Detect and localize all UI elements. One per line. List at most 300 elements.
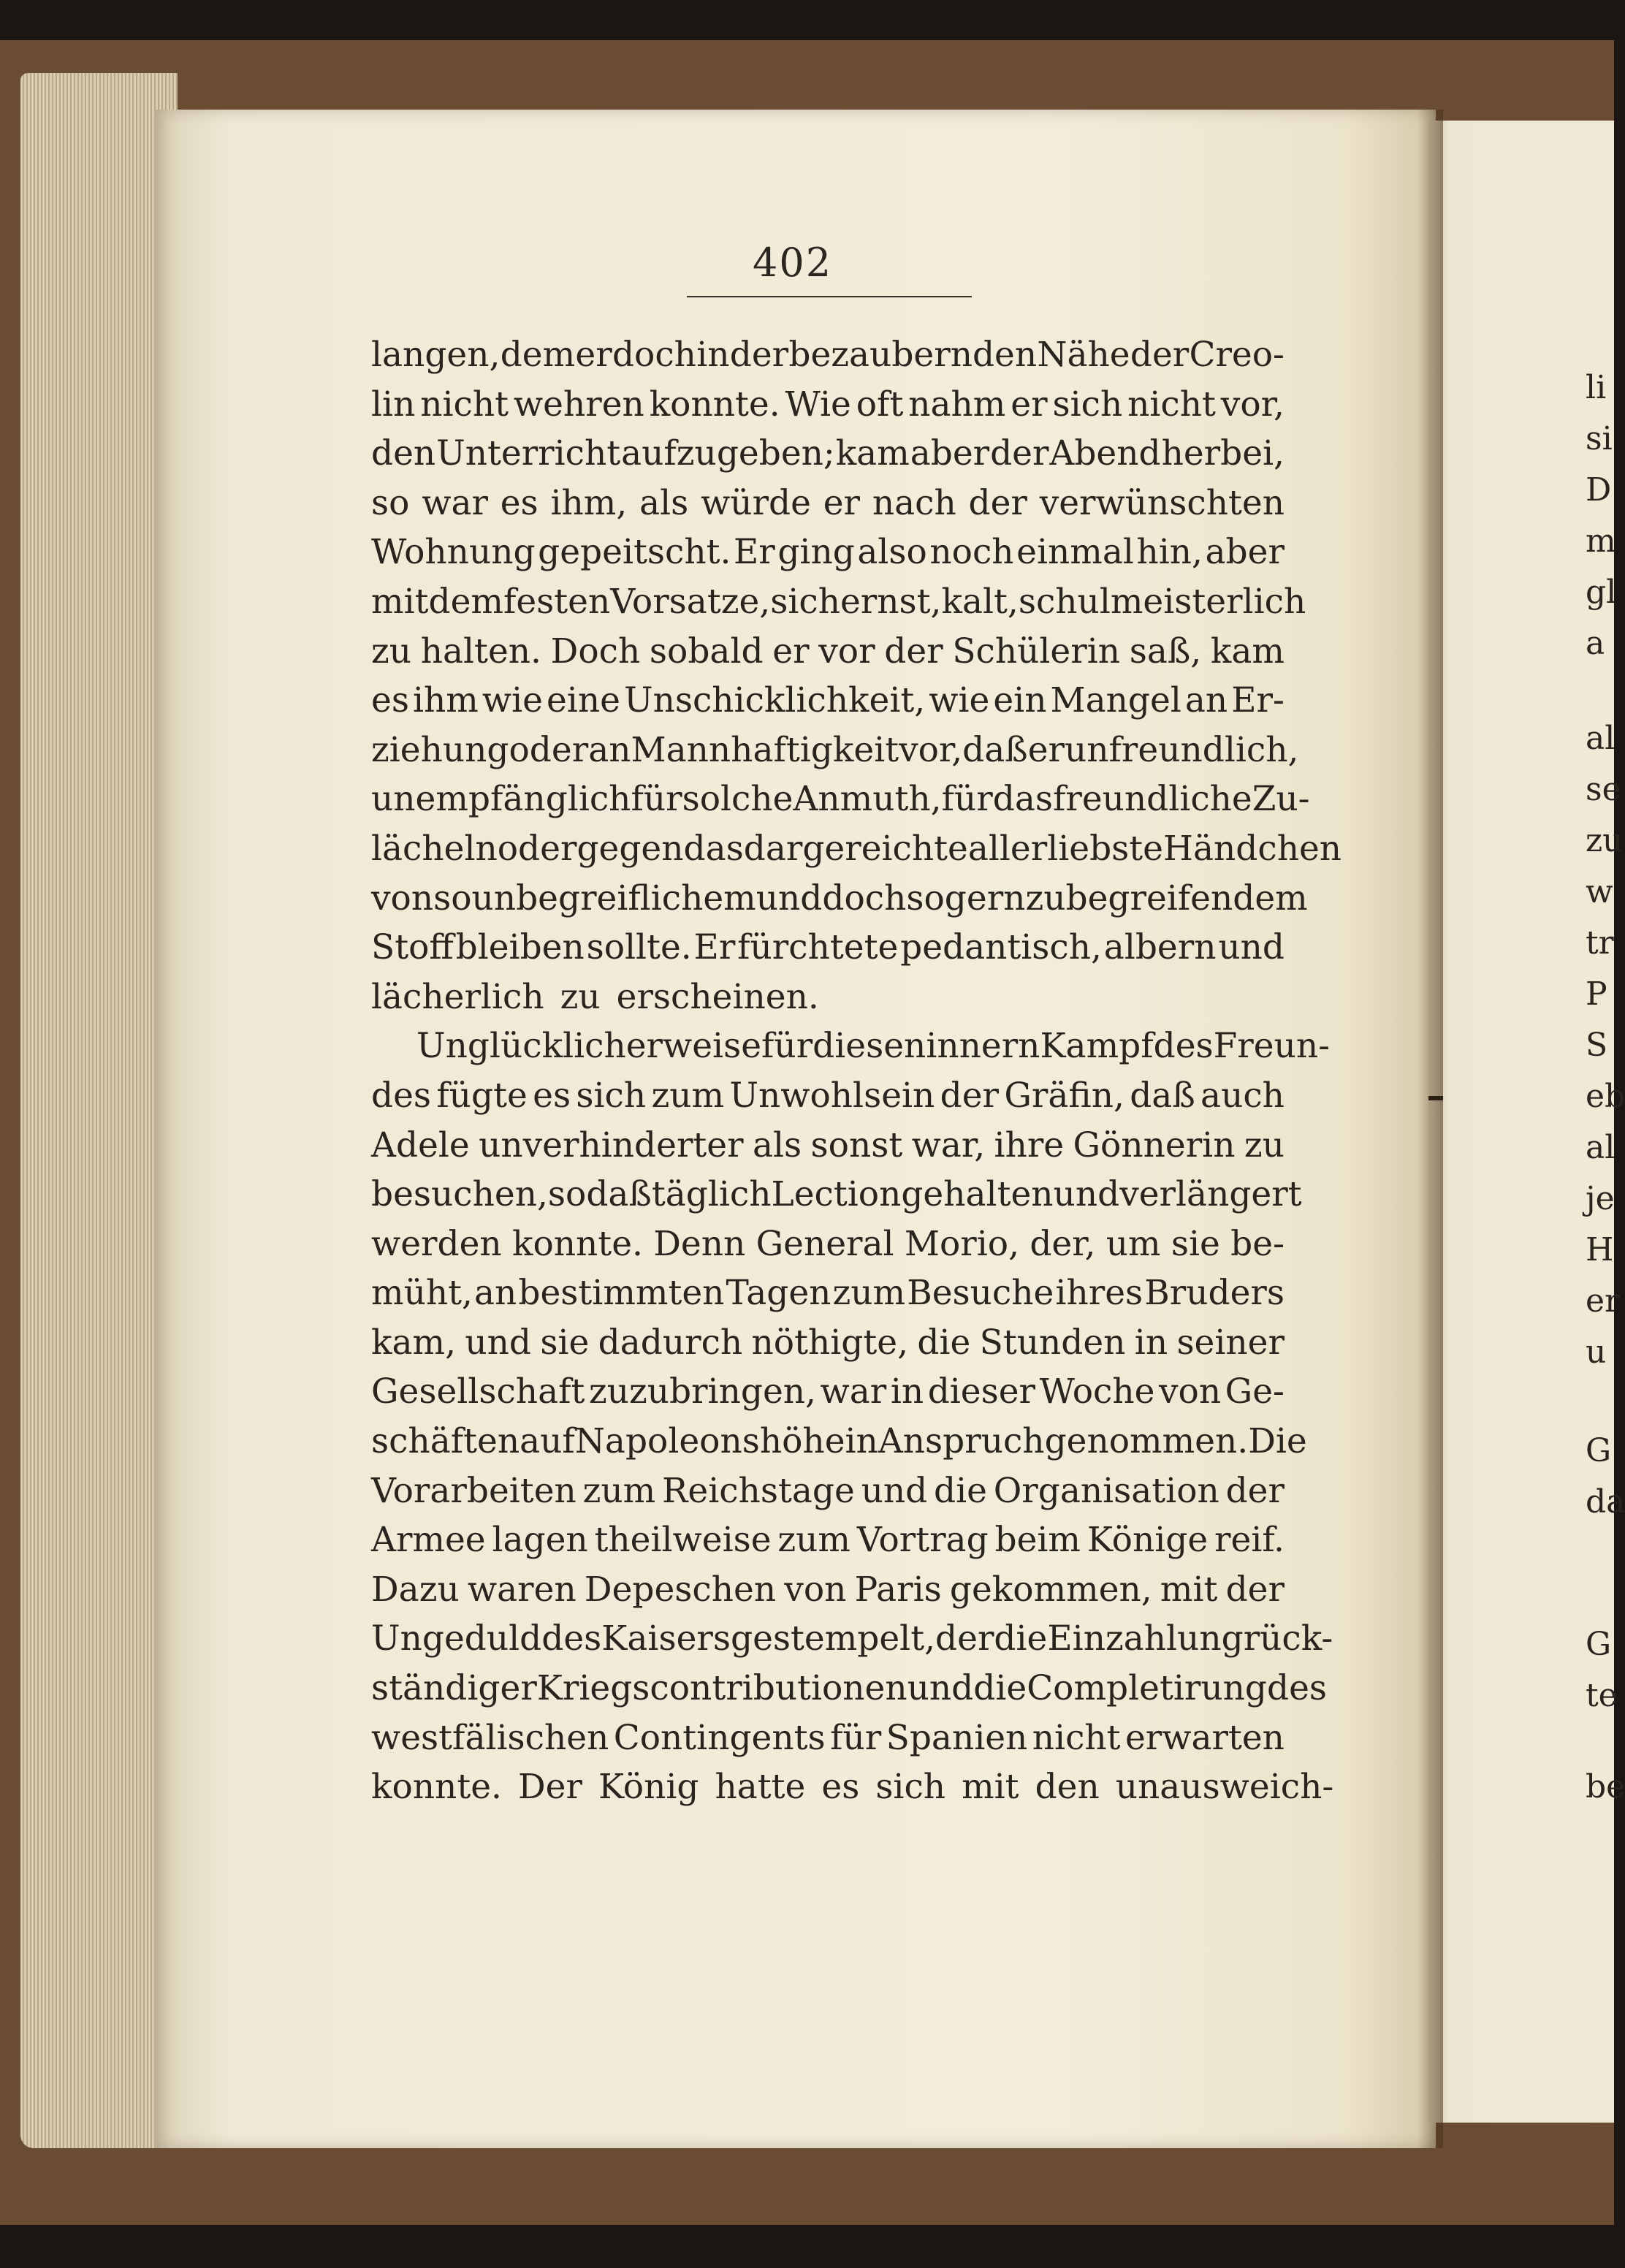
word: ständiger — [371, 1668, 537, 1709]
word: Mangel — [1050, 680, 1181, 721]
word: der — [1130, 335, 1190, 375]
word: Napoleonshöhe — [574, 1421, 845, 1462]
word: König — [598, 1767, 699, 1808]
word: bestimmten — [518, 1273, 725, 1314]
word: reif. — [1214, 1520, 1285, 1561]
word: be- — [1230, 1223, 1285, 1264]
text-line — [371, 1664, 1328, 1713]
word: dem — [500, 335, 576, 375]
word: dieser — [927, 1371, 1036, 1412]
facing-line-fragment: a — [1586, 625, 1605, 662]
word: der — [1225, 1470, 1285, 1511]
word: daß — [962, 729, 1028, 770]
word: Nähe — [1037, 335, 1130, 375]
word: war, — [911, 1125, 986, 1165]
text-line — [371, 528, 1285, 577]
word: Paris — [854, 1569, 942, 1610]
word: nahm — [908, 384, 1006, 425]
word: konnte. — [511, 1223, 643, 1264]
word: der — [935, 1618, 994, 1659]
page-marker — [1428, 1096, 1443, 1100]
word: festen — [503, 581, 611, 622]
word: sonst — [810, 1125, 903, 1165]
word: als — [639, 482, 689, 523]
word: solche — [682, 779, 794, 820]
facing-line-fragment: w — [1586, 873, 1613, 910]
text-line — [371, 479, 1285, 528]
word: rück- — [1243, 1618, 1333, 1659]
text-line — [371, 1762, 1334, 1812]
word: lächeln — [371, 828, 498, 869]
word: erwarten — [1124, 1717, 1285, 1758]
word: zu — [371, 631, 412, 671]
word: oft — [856, 384, 904, 425]
word: unempfänglich — [371, 779, 631, 820]
text-line — [371, 380, 1285, 430]
word: diesen — [812, 1026, 926, 1067]
facing-line-fragment: eb — [1586, 1078, 1625, 1115]
word: ihre — [994, 1125, 1065, 1165]
word: würde — [701, 482, 811, 523]
word: und — [907, 1668, 974, 1709]
word: erscheinen. — [616, 976, 819, 1017]
word: Contingents — [613, 1717, 826, 1758]
word: Unglücklicherweise — [416, 1026, 762, 1067]
word: daß — [1130, 1075, 1195, 1116]
word: Woche — [1039, 1371, 1155, 1412]
word: Denn — [653, 1223, 746, 1264]
word: dadurch — [598, 1322, 743, 1363]
word: Händchen — [1163, 828, 1342, 869]
facing-line-fragment: al — [1586, 720, 1616, 757]
word: und — [1053, 1174, 1120, 1215]
text-line — [371, 923, 1285, 973]
word: Der — [517, 1767, 582, 1808]
word: schulmeisterlich — [1018, 581, 1306, 622]
word: Unwohlsein — [729, 1075, 935, 1116]
word: auf — [520, 1421, 575, 1462]
word: in — [1134, 1322, 1168, 1363]
word: die — [973, 1668, 1027, 1709]
text-line — [371, 1614, 1333, 1664]
word: albern — [1103, 927, 1217, 968]
word: die — [934, 1470, 987, 1511]
word: den — [1035, 1767, 1100, 1808]
text-line — [371, 577, 1306, 627]
word: seiner — [1176, 1322, 1285, 1363]
text-line — [371, 1417, 1307, 1466]
word: ihm — [412, 680, 479, 721]
word: der — [884, 631, 943, 671]
word: konnte. — [371, 1767, 502, 1808]
word: er — [772, 631, 810, 671]
word: zum — [832, 1273, 906, 1314]
text-line — [371, 973, 1285, 1022]
word: an — [474, 1273, 517, 1314]
word: ein — [993, 680, 1047, 721]
word: bezaubernden — [788, 335, 1038, 375]
word: sie — [1171, 1223, 1220, 1264]
word: der — [729, 335, 789, 375]
word: freundliche — [1052, 779, 1252, 820]
word: Die — [1248, 1421, 1307, 1462]
word: der — [990, 433, 1049, 474]
word: lagen — [492, 1520, 588, 1561]
word: täglich — [651, 1174, 772, 1215]
word: es — [500, 482, 539, 523]
word: von — [784, 1569, 847, 1610]
facing-line-fragment: se — [1586, 771, 1621, 808]
word: hatte — [715, 1767, 806, 1808]
facing-line-fragment: al — [1586, 1129, 1616, 1166]
facing-line-fragment: G — [1586, 1432, 1612, 1469]
word: einmal — [1016, 532, 1134, 573]
word: an — [588, 729, 631, 770]
word: besuchen, — [371, 1174, 548, 1215]
word: in — [696, 335, 730, 375]
word: Besuche — [907, 1273, 1054, 1314]
word: mit — [962, 1767, 1019, 1808]
word: gepeitscht. — [538, 532, 731, 573]
text-line — [371, 874, 1308, 924]
word: er — [1027, 729, 1065, 770]
word: von — [371, 878, 434, 918]
word: Dazu — [371, 1569, 460, 1610]
word: zuzubringen, — [588, 1371, 816, 1412]
word: oder — [509, 729, 589, 770]
word: Stunden — [979, 1322, 1126, 1363]
word: Morio, — [904, 1223, 1020, 1264]
word: und — [465, 1322, 531, 1363]
word: ging — [777, 532, 855, 573]
word: zu — [1025, 878, 1066, 918]
word: Gesellschaft — [371, 1371, 585, 1412]
word: oder — [497, 828, 577, 869]
word: ernst, — [840, 581, 942, 622]
word: nicht — [1127, 384, 1216, 425]
word: kam — [1210, 631, 1285, 671]
word: und — [1218, 927, 1285, 968]
word: gern — [944, 878, 1026, 918]
word: das — [683, 828, 744, 869]
word: bleiben — [455, 927, 585, 968]
word: so — [371, 482, 410, 523]
word: allerliebste — [967, 828, 1163, 869]
word: sie — [540, 1322, 590, 1363]
word: Anmuth, — [793, 779, 942, 820]
word: werden — [371, 1223, 502, 1264]
word: sich — [1052, 384, 1123, 425]
word: ziehung — [371, 729, 509, 770]
text-line — [371, 1565, 1285, 1615]
word: auch — [1200, 1075, 1285, 1116]
facing-line-fragment: gl — [1586, 574, 1617, 611]
word: unfreundlich, — [1064, 729, 1299, 770]
word: Kaisers — [601, 1618, 731, 1659]
word: Vorsatze, — [610, 581, 771, 622]
word: lin — [371, 384, 416, 425]
word: war — [422, 482, 488, 523]
word: an — [1184, 680, 1228, 721]
word: als — [752, 1125, 802, 1165]
word: Ungeduld — [371, 1618, 542, 1659]
word: Unschicklichkeit, — [623, 680, 926, 721]
text-line — [371, 1021, 1330, 1071]
word: saß, — [1129, 631, 1202, 671]
word: in — [845, 1421, 878, 1462]
word: Wohnung — [371, 532, 536, 573]
text-line — [371, 1121, 1285, 1171]
word: Armee — [371, 1520, 486, 1561]
word: vor, — [899, 729, 963, 770]
word: mit — [1160, 1569, 1218, 1610]
text-line — [371, 1367, 1285, 1417]
facing-line-fragment: er — [1586, 1282, 1621, 1320]
word: Tagen — [726, 1273, 831, 1314]
word: er — [575, 335, 612, 375]
word: Anspruch — [878, 1421, 1045, 1462]
word: doch — [822, 878, 907, 918]
text-line — [371, 1515, 1285, 1565]
word: das — [992, 779, 1053, 820]
word: vor, — [1220, 384, 1285, 425]
word: kam — [835, 433, 910, 474]
word: fügte — [436, 1075, 528, 1116]
word: für — [761, 1026, 813, 1067]
text-line — [371, 1713, 1285, 1763]
word: Kriegscontributionen — [536, 1668, 907, 1709]
word: verwünschten — [1039, 482, 1285, 523]
text-line — [371, 1466, 1285, 1516]
page-edges — [20, 73, 178, 2148]
text-line — [371, 627, 1285, 677]
word: der — [1225, 1569, 1285, 1610]
text-line — [371, 1170, 1302, 1219]
word: herbei, — [1161, 433, 1285, 474]
word: unbegreiflichem — [471, 878, 756, 918]
word: Bruders — [1144, 1273, 1285, 1314]
word: kalt, — [941, 581, 1019, 622]
word: Freun- — [1213, 1026, 1330, 1067]
word: Lection — [771, 1174, 902, 1215]
word: gegen — [576, 828, 684, 869]
word: Unterricht — [436, 433, 621, 474]
word: unverhinderter — [479, 1125, 744, 1165]
word: es — [533, 1075, 571, 1116]
word: Mannhaftigkeit — [631, 729, 899, 770]
word: es — [371, 680, 409, 721]
word: noch — [929, 532, 1014, 573]
word: General — [756, 1223, 894, 1264]
word: Completirung — [1027, 1668, 1267, 1709]
header-rule — [687, 296, 972, 297]
word: der — [940, 1075, 999, 1116]
word: westfälischen — [371, 1717, 609, 1758]
word: Gönnerin — [1073, 1125, 1236, 1165]
word: unausweich- — [1115, 1767, 1334, 1808]
facing-line-fragment: m — [1586, 522, 1616, 560]
word: Er- — [1231, 680, 1285, 721]
word: zum — [777, 1520, 850, 1561]
word: lächerlich — [371, 976, 544, 1017]
word: verlängert — [1119, 1174, 1302, 1215]
text-line — [371, 775, 1310, 824]
word: müht, — [371, 1273, 473, 1314]
word: Schülerin — [952, 631, 1121, 671]
word: Könige — [1086, 1520, 1209, 1561]
text-line — [371, 824, 1342, 874]
word: war — [820, 1371, 887, 1412]
word: fürchtete — [737, 927, 899, 968]
text-line — [371, 676, 1285, 726]
word: Reichstage — [662, 1470, 855, 1511]
word: für — [631, 779, 682, 820]
word: hin, — [1136, 532, 1203, 573]
word: er — [823, 482, 861, 523]
facing-line-fragment: si — [1586, 420, 1613, 457]
word: er — [1011, 384, 1048, 425]
word: gestempelt, — [730, 1618, 936, 1659]
word: sodaß — [547, 1174, 652, 1215]
word: Vorarbeiten — [371, 1470, 576, 1511]
word: beim — [994, 1520, 1081, 1561]
word: Adele — [371, 1125, 470, 1165]
word: kam, — [371, 1322, 457, 1363]
facing-line-fragment: be — [1586, 1768, 1625, 1805]
word: Er — [693, 927, 736, 968]
word: wehren — [513, 384, 644, 425]
word: die — [917, 1322, 971, 1363]
word: sich — [770, 581, 840, 622]
facing-line-fragment: G — [1586, 1626, 1612, 1663]
word: sich — [875, 1767, 946, 1808]
word: eine — [546, 680, 620, 721]
text-line — [371, 1071, 1285, 1121]
word: nicht — [1032, 1717, 1121, 1758]
word: Abend — [1049, 433, 1161, 474]
word: begreifendem — [1065, 878, 1308, 918]
word: zum — [582, 1470, 656, 1511]
word: nach — [872, 482, 956, 523]
word: aber — [910, 433, 990, 474]
word: zum — [651, 1075, 725, 1116]
word: des — [1153, 1026, 1214, 1067]
facing-line-fragment: zu — [1586, 822, 1624, 859]
word: Einzahlung — [1047, 1618, 1244, 1659]
word: schäften — [371, 1421, 520, 1462]
word: Spanien — [886, 1717, 1028, 1758]
word: Ge- — [1225, 1371, 1285, 1412]
word: konnte. — [649, 384, 780, 425]
word: halten. — [420, 631, 541, 671]
facing-line-fragment: u — [1586, 1333, 1607, 1371]
word: des — [371, 1075, 432, 1116]
word: mit — [371, 581, 429, 622]
body-text — [371, 330, 1342, 1812]
facing-line-fragment: je — [1586, 1180, 1615, 1217]
text-line — [371, 726, 1299, 775]
word: Er — [733, 532, 775, 573]
word: Organisation — [993, 1470, 1219, 1511]
word: langen, — [371, 335, 501, 375]
text-line — [371, 1219, 1285, 1269]
word: gekommen, — [949, 1569, 1152, 1610]
word: wie — [482, 680, 543, 721]
word: und — [861, 1470, 928, 1511]
word: gehalten — [901, 1174, 1054, 1215]
word: in — [890, 1371, 924, 1412]
facing-line-fragment: P — [1586, 975, 1607, 1013]
word: des — [1267, 1668, 1328, 1709]
word: Creo- — [1189, 335, 1285, 375]
word: so — [433, 878, 472, 918]
word: die — [994, 1618, 1048, 1659]
word: ihm, — [550, 482, 628, 523]
word: Gräfin, — [1004, 1075, 1124, 1116]
word: dem — [428, 581, 503, 622]
word: aber — [1205, 532, 1285, 573]
facing-line-fragment: D — [1586, 471, 1612, 509]
word: der, — [1030, 1223, 1096, 1264]
facing-line-fragment: H — [1586, 1231, 1614, 1268]
text-line — [371, 1268, 1285, 1318]
book-gutter — [1417, 110, 1443, 2148]
word: vor — [818, 631, 875, 671]
word: dargereichte — [743, 828, 968, 869]
word: Doch — [550, 631, 641, 671]
word: sollte. — [586, 927, 692, 968]
word: Stoff — [371, 927, 454, 968]
facing-line-fragment: tr — [1586, 924, 1614, 962]
word: und — [756, 878, 823, 918]
word: innern — [926, 1026, 1040, 1067]
word: also — [857, 532, 927, 573]
facing-line-fragment: li — [1586, 369, 1607, 406]
word: nicht — [420, 384, 509, 425]
word: sich — [576, 1075, 647, 1116]
word: genommen. — [1044, 1421, 1249, 1462]
word: für — [830, 1717, 882, 1758]
word: Kampf — [1040, 1026, 1154, 1067]
word: Depeschen — [584, 1569, 777, 1610]
word: zu — [1244, 1125, 1285, 1165]
word: pedantisch, — [900, 927, 1102, 968]
word: Vortrag — [856, 1520, 989, 1561]
text-line — [371, 429, 1285, 479]
word: zu — [560, 976, 601, 1017]
word: der — [968, 482, 1027, 523]
word: Zu- — [1252, 779, 1310, 820]
word: so — [906, 878, 945, 918]
facing-line-fragment: S — [1586, 1027, 1608, 1064]
word: doch — [612, 335, 696, 375]
word: um — [1105, 1223, 1161, 1264]
word: theilweise — [594, 1520, 772, 1561]
word: des — [541, 1618, 602, 1659]
word: nöthigte, — [751, 1322, 909, 1363]
word: von — [1158, 1371, 1222, 1412]
word: es — [821, 1767, 860, 1808]
word: sobald — [649, 631, 764, 671]
word: den — [371, 433, 436, 474]
word: für — [941, 779, 993, 820]
word: wie — [929, 680, 990, 721]
word: waren — [467, 1569, 576, 1610]
facing-line-fragment: te — [1586, 1677, 1618, 1714]
text-line — [371, 1318, 1285, 1368]
word: aufzugeben; — [621, 433, 835, 474]
page-number: 402 — [753, 240, 833, 286]
